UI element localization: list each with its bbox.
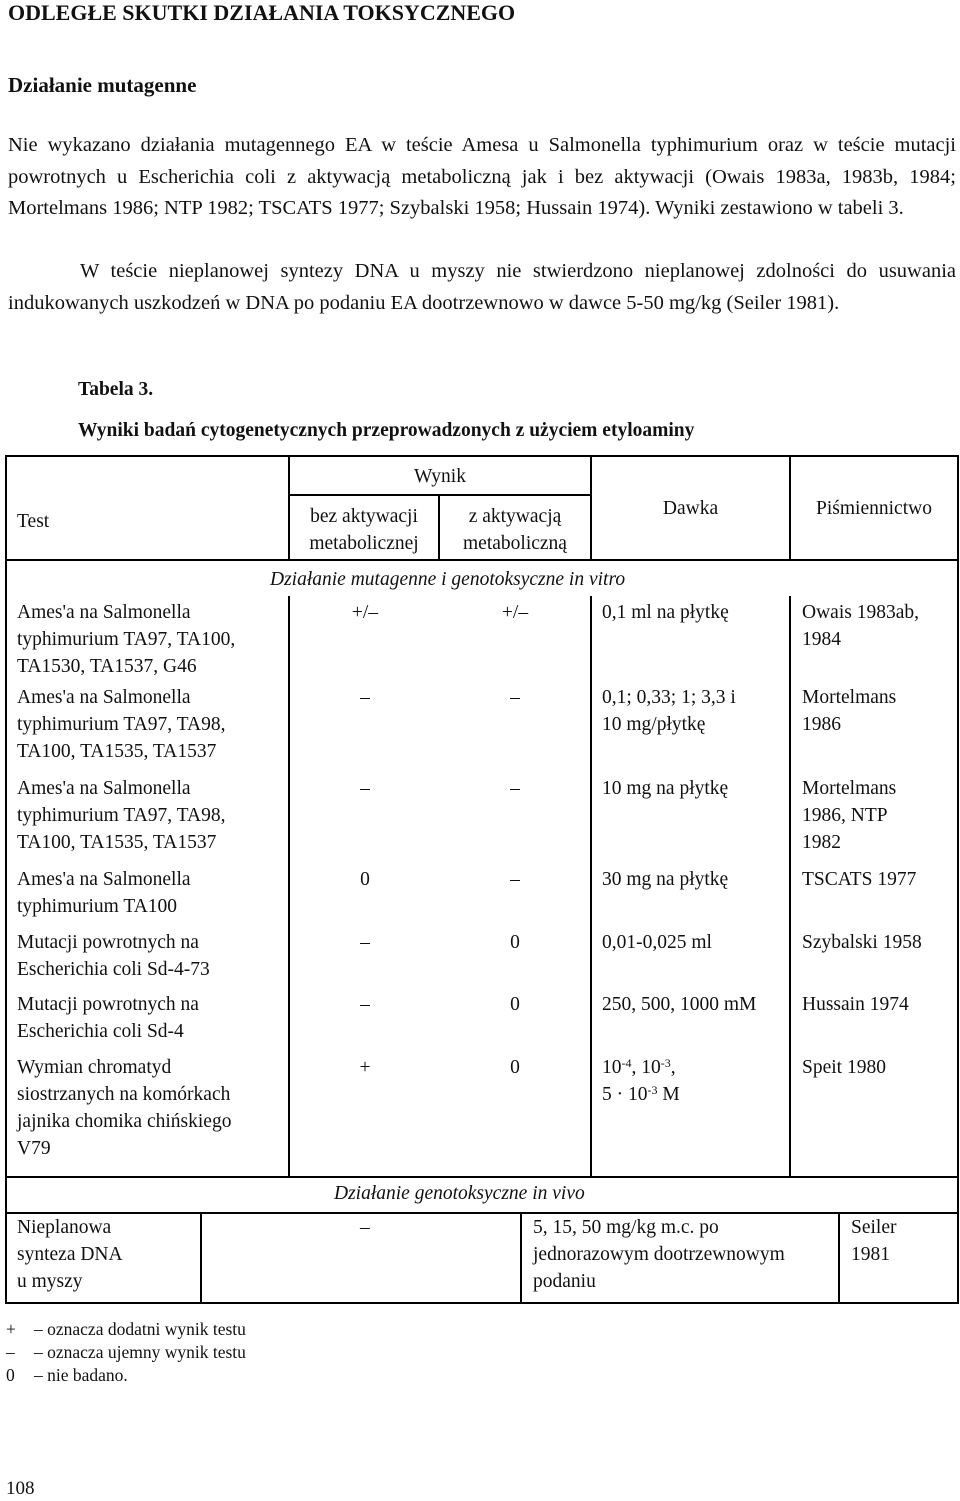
dose-exponent: -4 xyxy=(621,1056,632,1070)
table-rule-bottom xyxy=(5,1302,958,1304)
row-reference xyxy=(802,1054,886,1081)
invivo-ref-line: 1981 xyxy=(851,1244,890,1265)
section-in-vitro: Działanie mutagenne i genotoksyczne in vitro xyxy=(270,569,626,590)
invivo-dawka-line: jednorazowym dootrzewnowym xyxy=(533,1244,785,1265)
table-caption: Wyniki badań cytogenetycznych przeprowadzonych z użyciem etyloaminy xyxy=(78,420,695,441)
row-dawka-line: 10 mg na płytkę xyxy=(602,778,729,799)
row-test-line: Escherichia coli Sd-4 xyxy=(17,1021,184,1042)
invivo-test xyxy=(17,1214,123,1295)
row-reference-line: TSCATS 1977 xyxy=(802,869,917,890)
row-reference xyxy=(802,929,922,956)
row-test-line: Ames'a na Salmonella xyxy=(17,687,191,708)
legend-symbol: 0 xyxy=(6,1365,15,1385)
header-test: Test xyxy=(17,511,50,532)
row-wynik-bez: 0 xyxy=(360,869,370,890)
row-wynik-z: – xyxy=(510,869,520,890)
header-bez-line1: bez aktywacji xyxy=(310,506,418,527)
row-test-line: Wymian chromatyd xyxy=(17,1057,172,1078)
header-wynik: Wynik xyxy=(414,466,466,487)
paragraph-1 xyxy=(8,130,956,225)
invivo-wynik: – xyxy=(360,1217,370,1238)
page-number: 108 xyxy=(6,1478,35,1499)
row-reference-line: Speit 1980 xyxy=(802,1057,886,1078)
row-reference xyxy=(802,684,896,738)
row-dawka-line: 0,1; 0,33; 1; 3,3 i xyxy=(602,687,736,708)
dose-separator: , xyxy=(670,1057,676,1078)
header-bez-line2: metabolicznej xyxy=(309,533,419,554)
paragraph-2 xyxy=(8,256,956,319)
legend-item-negative xyxy=(6,1341,246,1364)
row-reference-line: Szybalski 1958 xyxy=(802,932,922,953)
row-test-line: TA1530, TA1537, G46 xyxy=(17,656,197,677)
row-reference xyxy=(802,599,919,653)
table-label: Tabela 3. xyxy=(78,379,154,400)
dose-base: 5 · 10 xyxy=(602,1084,648,1105)
row-test-line: TA100, TA1535, TA1537 xyxy=(17,741,217,762)
dose-separator: , xyxy=(631,1057,642,1078)
row-test-line: Escherichia coli Sd-4-73 xyxy=(17,959,210,980)
table-rule-invivo xyxy=(5,1176,958,1178)
row-test-line: Ames'a na Salmonella xyxy=(17,602,191,623)
row-reference-line: Mortelmans xyxy=(802,687,897,708)
row-wynik-bez: – xyxy=(360,932,370,953)
row-test-line: jajnika chomika chińskiego xyxy=(17,1111,232,1132)
section-in-vivo: Działanie genotoksyczne in vivo xyxy=(334,1183,585,1204)
row-dawka-line: 0,01-0,025 ml xyxy=(602,932,712,953)
row-wynik-bez: – xyxy=(360,994,370,1015)
table-border-right xyxy=(957,455,959,1304)
row-test-line: typhimurium TA97, TA98, xyxy=(17,805,226,826)
row-dawka xyxy=(602,684,736,738)
row-test-line: Mutacji powrotnych na xyxy=(17,994,199,1015)
row-test xyxy=(17,775,226,856)
row-dawka-line: 250, 500, 1000 mM xyxy=(602,994,757,1015)
row-dawka-line: 0,1 ml na płytkę xyxy=(602,602,729,623)
header-z-aktywacja xyxy=(440,503,590,557)
row-test xyxy=(17,866,191,920)
legend-text: – oznacza dodatni wynik testu xyxy=(34,1319,246,1339)
legend-text: – nie badano. xyxy=(34,1365,128,1385)
row-test-line: Ames'a na Salmonella xyxy=(17,778,191,799)
invivo-dawka xyxy=(533,1214,785,1295)
table-border-left xyxy=(5,455,7,1304)
paragraph-2-text: W teście nieplanowej syntezy DNA u myszy nie stwierdzono nieplanowej zdolności do usuwania indukowanych uszkodzeń w DNA po podaniu EA dootrzewnowo w dawce 5-50 mg/kg (Seiler 1981). xyxy=(8,260,956,314)
legend-symbol: + xyxy=(6,1319,16,1339)
dose-base: 10 xyxy=(602,1057,622,1078)
section-heading: Działanie mutagenne xyxy=(8,73,197,97)
row-dawka xyxy=(602,775,728,802)
row-dawka xyxy=(602,1054,680,1108)
row-test xyxy=(17,599,235,680)
col-sep-invivo-2 xyxy=(520,1212,522,1304)
header-dawka: Dawka xyxy=(662,498,719,519)
legend-item-not-tested xyxy=(6,1364,128,1387)
invivo-dawka-line: podaniu xyxy=(533,1271,596,1292)
row-wynik-z: – xyxy=(510,687,520,708)
row-test-line: typhimurium TA100 xyxy=(17,896,178,917)
row-dawka xyxy=(602,866,728,893)
table-rule-invivo-sub xyxy=(5,1212,958,1214)
row-reference-line: 1986 xyxy=(802,714,841,735)
row-wynik-bez: +/– xyxy=(351,602,379,623)
legend-item-positive xyxy=(6,1318,246,1341)
row-wynik-bez: – xyxy=(360,778,370,799)
header-z-line1: z aktywacją xyxy=(468,506,562,527)
invivo-test-line: u myszy xyxy=(17,1271,83,1292)
legend-text: – oznacza ujemny wynik testu xyxy=(34,1342,246,1362)
page-title: ODLEGŁE SKUTKI DZIAŁANIA TOKSYCZNEGO xyxy=(8,0,516,25)
row-test-line: typhimurium TA97, TA100, xyxy=(17,629,236,650)
row-test xyxy=(17,929,210,983)
row-test-line: TA100, TA1535, TA1537 xyxy=(17,832,217,853)
header-bez-aktywacji xyxy=(290,503,438,557)
row-test-line: V79 xyxy=(17,1138,51,1159)
row-dawka xyxy=(602,929,712,956)
row-reference xyxy=(802,866,916,893)
invivo-dawka-line: 5, 15, 50 mg/kg m.c. po xyxy=(533,1217,719,1238)
invivo-test-line: Nieplanowa xyxy=(17,1217,112,1238)
row-reference-line: 1984 xyxy=(802,629,841,650)
invivo-ref-line: Seiler xyxy=(851,1217,897,1238)
row-wynik-z: 0 xyxy=(510,994,520,1015)
row-reference-line: 1986, NTP xyxy=(802,805,888,826)
row-wynik-z: – xyxy=(510,778,520,799)
row-wynik-z: +/– xyxy=(501,602,529,623)
header-pismiennictwo: Piśmiennictwo xyxy=(816,498,932,519)
table-rule-top xyxy=(5,455,958,457)
row-dawka xyxy=(602,991,756,1018)
row-test xyxy=(17,1054,231,1162)
invivo-test-line: synteza DNA xyxy=(17,1244,123,1265)
dose-exponent: -3 xyxy=(660,1056,671,1070)
row-reference-line: Hussain 1974 xyxy=(802,994,909,1015)
row-reference xyxy=(802,775,896,856)
row-wynik-bez: + xyxy=(359,1057,371,1078)
row-test-line: Ames'a na Salmonella xyxy=(17,869,191,890)
header-z-line2: metaboliczną xyxy=(463,533,567,554)
col-sep-invivo-1 xyxy=(200,1212,202,1304)
row-test-line: siostrzanych na komórkach xyxy=(17,1084,231,1105)
row-dawka-line xyxy=(602,1081,680,1108)
col-sep-z-body xyxy=(590,596,592,1176)
legend-symbol: – xyxy=(6,1342,15,1362)
table-rule-header xyxy=(5,559,958,561)
row-reference-line: 1982 xyxy=(802,832,841,853)
row-dawka-line xyxy=(602,1054,680,1081)
row-dawka-line: 30 mg na płytkę xyxy=(602,869,729,890)
row-dawka xyxy=(602,599,729,626)
col-sep-dawka-body xyxy=(789,596,791,1176)
row-test-line: typhimurium TA97, TA98, xyxy=(17,714,226,735)
row-test-line: Mutacji powrotnych na xyxy=(17,932,199,953)
dose-base: 10 xyxy=(641,1057,661,1078)
row-wynik-bez: – xyxy=(360,687,370,708)
row-test xyxy=(17,991,199,1045)
dose-exponent: -3 xyxy=(647,1083,658,1097)
row-wynik-z: 0 xyxy=(510,932,520,953)
row-dawka-line: 10 mg/płytkę xyxy=(602,714,706,735)
row-reference xyxy=(802,991,909,1018)
row-reference-line: Owais 1983ab, xyxy=(802,602,919,623)
row-wynik-z: 0 xyxy=(510,1057,520,1078)
row-test xyxy=(17,684,226,765)
row-reference-line: Mortelmans xyxy=(802,778,897,799)
dose-unit: M xyxy=(657,1084,680,1105)
paragraph-1-text: Nie wykazano działania mutagennego EA w teście Amesa u Salmonella typhimurium oraz w teście mutacji powrotnych u Escherichia coli z aktywacją metaboliczną jak i bez aktywacji (Owais 1983a, 1983b, 1984; Mortelmans 1986; NTP 1982; TSCATS 1977; Szybalski 1958; Hussain 1974). Wyniki zestawiono w tabeli 3. xyxy=(8,134,956,219)
col-sep-invivo-3 xyxy=(838,1212,840,1304)
invivo-ref xyxy=(851,1214,896,1268)
